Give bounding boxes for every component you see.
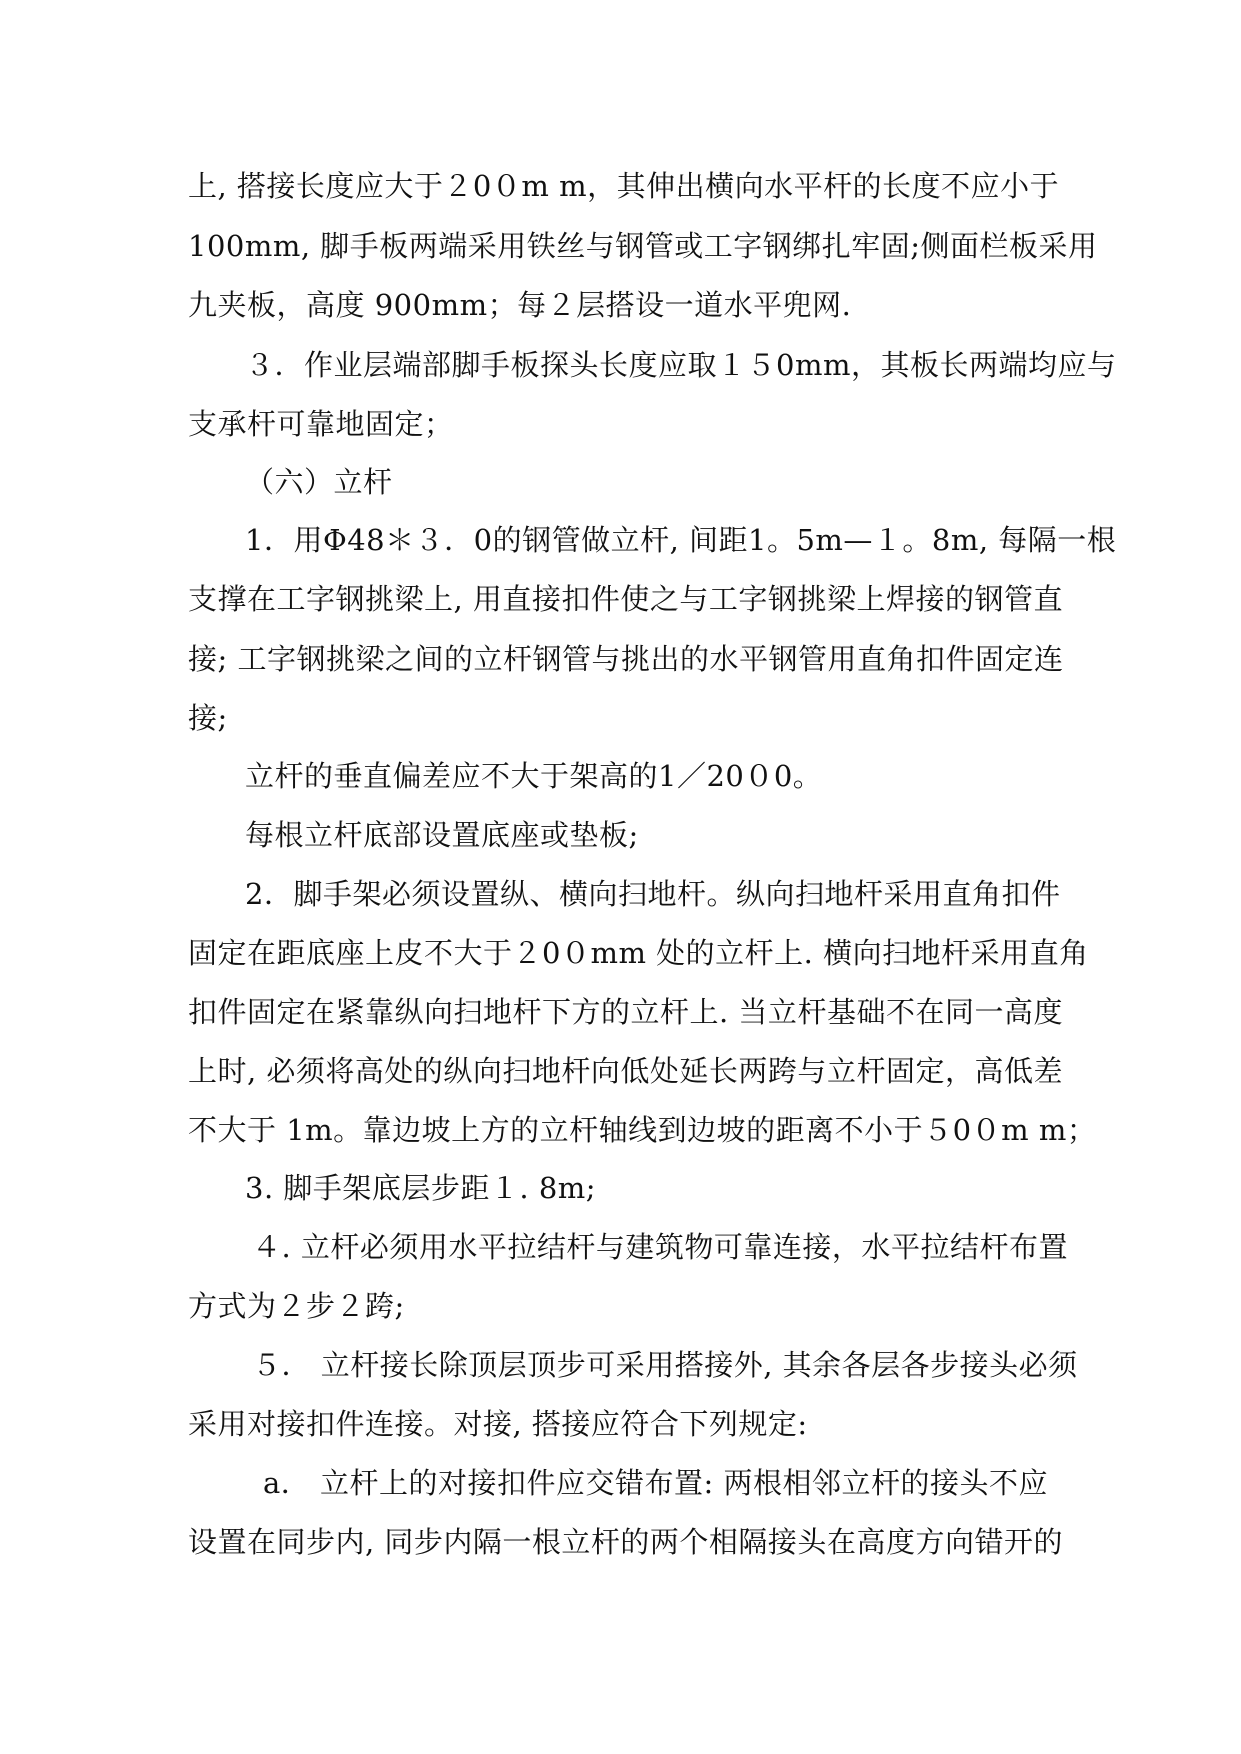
text-line: 接; 工字钢挑梁之间的立杆钢管与挑出的水平钢管用直角扣件固定连 [188,642,1064,676]
text-line: ４. 立杆必须用水平拉结杆与建筑物可靠连接，水平拉结杆布置 [252,1230,1068,1264]
text-line: 接; [188,701,228,735]
text-line: 固定在距底座上皮不大于２0０mm 处的立杆上. 横向扫地杆采用直角 [188,936,1089,970]
text-line: ３．作业层端部脚手板探头长度应取１５0mm，其板长两端均应与 [245,348,1117,382]
text-line: 每根立杆底部设置底座或垫板; [245,818,639,852]
text-line: 100mm, 脚手板两端采用铁丝与钢管或工字钢绑扎牢固;侧面栏板采用 [188,229,1098,263]
text-line: 2．脚手架必须设置纵、横向扫地杆。纵向扫地杆采用直角扣件 [245,877,1061,911]
text-line: 九夹板，高度 900mm；每２层搭设一道水平兜网. [188,288,852,322]
text-line: 1．用Φ48＊３．0的钢管做立杆, 间距1。5m—１。8m, 每隔一根 [245,523,1117,557]
text-line: 设置在同步内, 同步内隔一根立杆的两个相隔接头在高度方向错开的 [188,1525,1063,1559]
text-line: 支撑在工字钢挑梁上, 用直接扣件使之与工字钢挑梁上焊接的钢管直 [188,582,1063,616]
text-line: 立杆的垂直偏差应不大于架高的1／20０0。 [245,759,823,793]
text-line: 方式为２步２跨; [188,1289,405,1323]
text-line: 扣件固定在紧靠纵向扫地杆下方的立杆上. 当立杆基础不在同一高度 [188,995,1063,1029]
text-line: 不大于 1m。靠边坡上方的立杆轴线到边坡的距离不小于５0０m m； [188,1113,1097,1147]
section-heading: （六）立杆 [245,465,393,499]
text-line: 上时, 必须将高处的纵向扫地杆向低处延长两跨与立杆固定，高低差 [188,1054,1063,1088]
text-line: 上, 搭接长度应大于２0０m m，其伸出横向水平杆的长度不应小于 [188,169,1060,203]
text-line: 采用对接扣件连接。对接, 搭接应符合下列规定: [188,1407,808,1441]
text-line: 3. 脚手架底层步距１. 8m; [245,1171,597,1205]
text-line: a． 立杆上的对接扣件应交错布置: 两根相邻立杆的接头不应 [263,1466,1048,1500]
text-line: 支承杆可靠地固定； [188,407,454,441]
text-line: ５． 立杆接长除顶层顶步可采用搭接外, 其余各层各步接头必须 [252,1348,1078,1382]
